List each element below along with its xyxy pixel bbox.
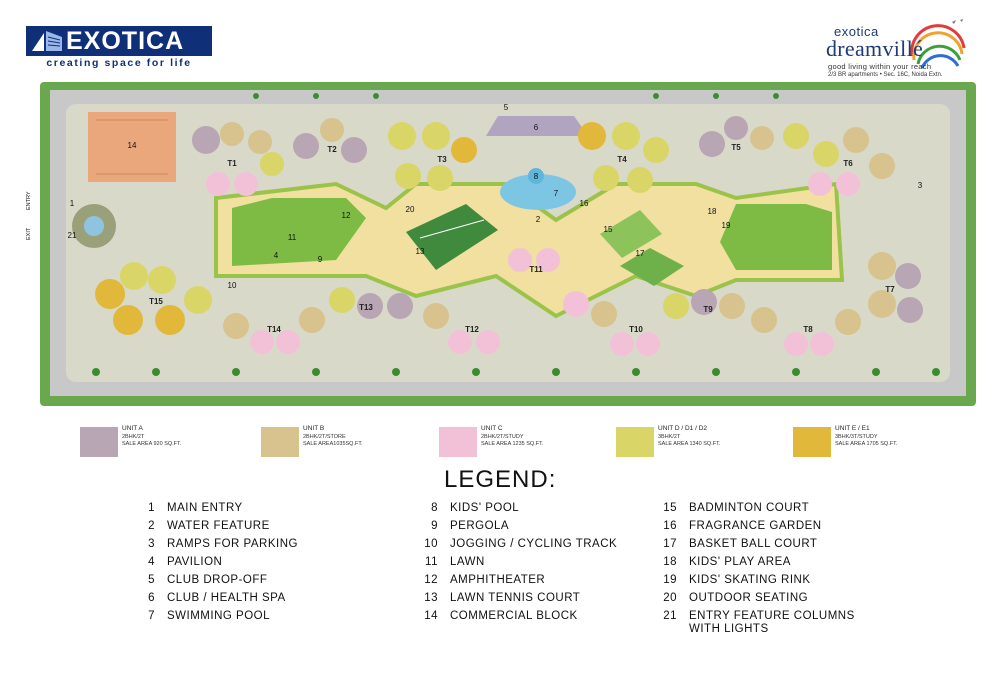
map-label-t13: T13 <box>359 303 373 312</box>
legend-num: 13 <box>424 592 438 604</box>
unit-b-swatch <box>261 427 299 457</box>
legend-num: 21 <box>663 610 677 622</box>
map-num-20: 20 <box>405 205 415 214</box>
legend-text: RAMPS FOR PARKING <box>167 538 298 550</box>
unit-b-type: 2BHK/2T/STORE <box>303 434 346 440</box>
unit-a-area: SALE AREA 920 SQ.FT. <box>122 441 182 447</box>
legend-num: 4 <box>148 556 155 568</box>
map-num-3: 3 <box>917 181 923 190</box>
map-num-7: 7 <box>553 189 559 198</box>
lawn-right <box>720 204 832 270</box>
unit-c-name: UNIT C <box>481 425 503 432</box>
map-entry-label: ENTRY <box>26 191 32 210</box>
map-num-12: 12 <box>341 211 351 220</box>
map-num-16: 16 <box>579 199 589 208</box>
unit-c-swatch <box>439 427 477 457</box>
legend-num: 8 <box>431 502 438 514</box>
legend-num: 10 <box>424 538 438 550</box>
map-num-17: 17 <box>635 249 645 258</box>
unit-c-type: 2BHK/2T/STUDY <box>481 434 524 440</box>
legend-num: 18 <box>663 556 677 568</box>
legend-num: 2 <box>148 520 155 532</box>
map-label-t2: T2 <box>327 145 337 154</box>
legend-text: KIDS' POOL <box>450 502 520 514</box>
legend-num: 9 <box>431 520 438 532</box>
map-num-19: 19 <box>721 221 731 230</box>
project-name: dreamvillé <box>826 36 924 61</box>
unit-a-name: UNIT A <box>122 425 143 432</box>
unit-b-area: SALE AREA1035SQ.FT. <box>303 441 363 447</box>
legend-text: JOGGING / CYCLING TRACK <box>450 538 618 550</box>
legend-num: 19 <box>663 574 677 586</box>
unit-e-name: UNIT E / E1 <box>835 425 870 432</box>
project-tagline: good living within your reach <box>828 62 932 71</box>
legend-text: WATER FEATURE <box>167 520 270 532</box>
unit-d-name: UNIT D / D1 / D2 <box>658 425 708 432</box>
map-label-t9: T9 <box>703 305 713 314</box>
legend-text: CLUB DROP-OFF <box>167 574 268 586</box>
legend-num: 11 <box>425 556 438 568</box>
map-num-18: 18 <box>707 207 717 216</box>
legend-num: 3 <box>148 538 155 550</box>
legend-text: KIDS' SKATING RINK <box>689 574 811 586</box>
map-num-2: 2 <box>535 215 541 224</box>
map-label-t14: T14 <box>267 325 281 334</box>
unit-d-area: SALE AREA 1340 SQ.FT. <box>658 441 721 447</box>
legend-text: SWIMMING POOL <box>167 610 270 622</box>
legend-num: 16 <box>663 520 677 532</box>
legend-text: FRAGRANCE GARDEN <box>689 520 822 532</box>
legend-text: BADMINTON COURT <box>689 502 810 514</box>
map-label-t10: T10 <box>629 325 643 334</box>
legend-text: PERGOLA <box>450 520 510 532</box>
legend-num: 7 <box>148 610 155 622</box>
exotica-logo <box>26 26 212 70</box>
map-num-1: 1 <box>69 199 75 208</box>
map-num-8: 8 <box>533 172 539 181</box>
legend-text: CLUB / HEALTH SPA <box>167 592 286 604</box>
legend-text-line2: WITH LIGHTS <box>689 623 769 635</box>
legend-text: OUTDOOR SEATING <box>689 592 809 604</box>
map-num-6: 6 <box>533 123 539 132</box>
legend-num: 20 <box>663 592 677 604</box>
legend-num: 17 <box>663 538 677 550</box>
legend-text: LAWN <box>450 556 485 568</box>
unit-e-swatch <box>793 427 831 457</box>
brand-tagline: creating space for life <box>46 57 192 69</box>
legend-text: ENTRY FEATURE COLUMNS <box>689 610 855 622</box>
legend-text: BASKET BALL COURT <box>689 538 818 550</box>
legend-text: KIDS' PLAY AREA <box>689 556 791 568</box>
map-num-13: 13 <box>415 247 425 256</box>
map-num-14: 14 <box>127 141 137 150</box>
building-icon <box>30 29 64 53</box>
map-label-t15: T15 <box>149 297 163 306</box>
map-num-21: 21 <box>67 231 77 240</box>
site-plan <box>26 80 980 410</box>
map-label-t7: T7 <box>885 285 895 294</box>
unit-d-swatch <box>616 427 654 457</box>
map-label-t11: T11 <box>529 265 543 274</box>
map-label-t1: T1 <box>227 159 237 168</box>
legend-num: 5 <box>148 574 155 586</box>
project-address: 2/3 BR apartments • Sec. 16C, Noida Extn. <box>828 72 943 78</box>
unit-e-type: 3BHK/3T/STUDY <box>835 434 878 440</box>
legend-text: COMMERCIAL BLOCK <box>450 610 578 622</box>
map-label-t3: T3 <box>437 155 447 164</box>
map-num-5: 5 <box>503 103 509 112</box>
map-label-t4: T4 <box>617 155 627 164</box>
legend-text: PAVILION <box>167 556 223 568</box>
map-exit-label: EXIT <box>26 227 32 240</box>
legend-num: 15 <box>663 502 677 514</box>
legend-num: 1 <box>148 502 155 514</box>
legend-title: LEGEND: <box>444 466 557 493</box>
legend-num: 12 <box>424 574 438 586</box>
map-num-4: 4 <box>273 251 279 260</box>
map-num-11: 11 <box>287 233 297 242</box>
legend-num: 14 <box>424 610 438 622</box>
map-label-t12: T12 <box>465 325 479 334</box>
unit-c-area: SALE AREA 1235 SQ.FT. <box>481 441 544 447</box>
legend-num: 6 <box>148 592 155 604</box>
unit-d-type: 3BHK/2T <box>658 434 681 440</box>
brand-name: EXOTICA <box>66 27 185 55</box>
legend-text: MAIN ENTRY <box>167 502 243 514</box>
legend-text: LAWN TENNIS COURT <box>450 592 581 604</box>
dreamville-logo <box>822 16 972 76</box>
map-num-9: 9 <box>317 255 323 264</box>
logo-box <box>26 26 212 56</box>
legend-text: AMPHITHEATER <box>450 574 546 586</box>
map-num-15: 15 <box>603 225 613 234</box>
unit-b-name: UNIT B <box>303 425 325 432</box>
unit-a-swatch <box>80 427 118 457</box>
map-label-t8: T8 <box>803 325 813 334</box>
unit-e-area: SALE AREA 1705 SQ.FT. <box>835 441 898 447</box>
map-num-10: 10 <box>227 281 237 290</box>
project-brand: exotica <box>834 24 879 39</box>
unit-a-type: 2BHK/2T <box>122 434 145 440</box>
map-label-t6: T6 <box>843 159 853 168</box>
map-label-t5: T5 <box>731 143 741 152</box>
